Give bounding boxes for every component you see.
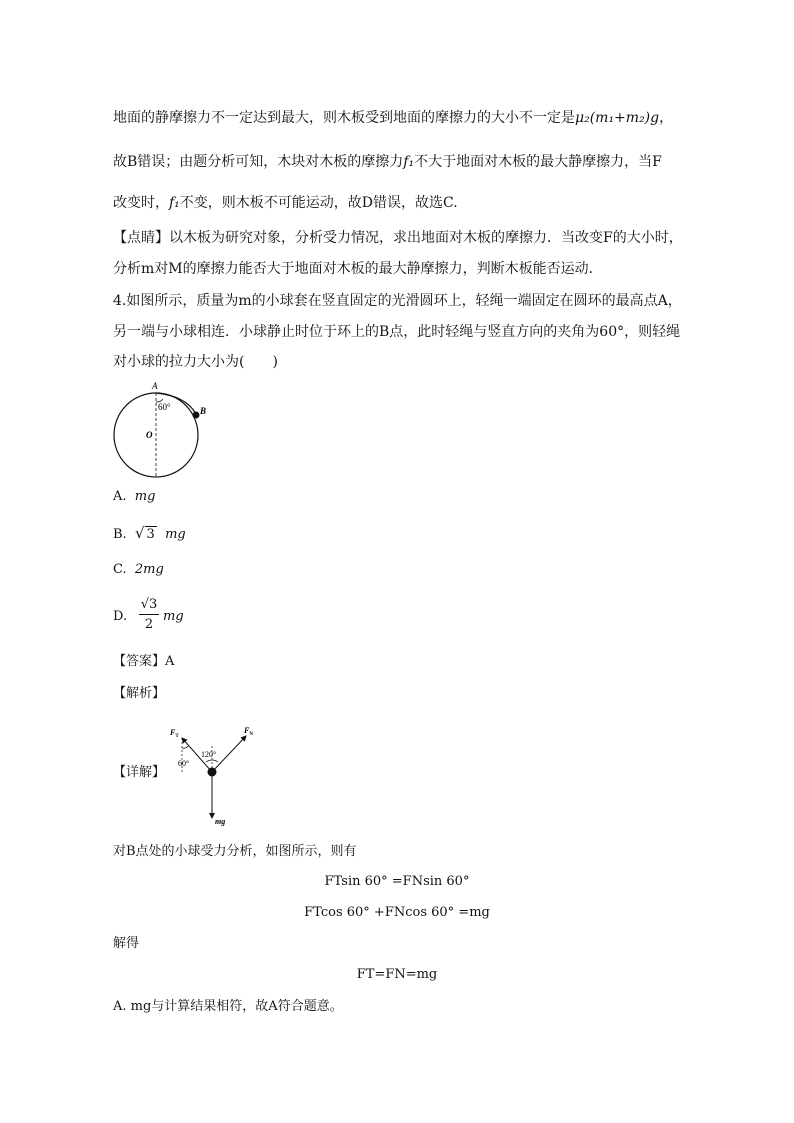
question-line-2: 另一端与小球相连．小球静止时位于环上的B点，此时轻绳与竖直方向的夹角为60°，则轻绳 bbox=[113, 324, 681, 340]
comment-line-2: 分析m对M的摩擦力能否大于地面对木板的最大静摩擦力，判断木板能否运动． bbox=[113, 261, 603, 277]
equation-3: FT=FN=mg bbox=[356, 967, 438, 982]
option-a-letter: A. bbox=[113, 489, 127, 504]
para-line-2-text-a: 故B错误；由题分析可知，木块对木板的摩擦力 bbox=[113, 154, 404, 170]
ball bbox=[208, 768, 217, 777]
option-b-text: mg bbox=[165, 527, 186, 542]
ball-b bbox=[193, 412, 200, 419]
angle-arc-120 bbox=[206, 760, 218, 762]
force-diagram bbox=[166, 718, 266, 830]
para-line-2-text-b: 不大于地面对木板的最大静摩擦力，当F bbox=[414, 154, 662, 170]
label-60: 60° bbox=[178, 759, 190, 768]
para-line-1 bbox=[113, 108, 673, 128]
option-a bbox=[113, 487, 155, 507]
label-b: B bbox=[200, 406, 207, 416]
label-o: O bbox=[146, 430, 153, 440]
equation-1: FTsin 60° =FNsin 60° bbox=[324, 874, 470, 889]
option-c-letter: C. bbox=[113, 562, 127, 577]
sqrt-sign: √ bbox=[134, 524, 145, 542]
option-d-letter: D. bbox=[113, 609, 128, 624]
label-angle-60: 60° bbox=[158, 402, 171, 412]
option-a-text: mg bbox=[134, 489, 156, 504]
option-d-text: mg bbox=[163, 609, 184, 624]
comment-line-1: 【点睛】以木板为研究对象，分析受力情况，求出地面对木板的摩擦力．当改变F的大小时， bbox=[113, 230, 683, 246]
para-line-3 bbox=[113, 193, 458, 213]
angle-arc-60 bbox=[182, 746, 188, 748]
question-line-1: 4.如图所示，质量为m的小球套在竖直固定的光滑圆环上，轻绳一端固定在圆环的最高点A， bbox=[113, 293, 682, 309]
label-fn: $F_N$ bbox=[244, 726, 253, 737]
answer-line: 【答案】A bbox=[113, 654, 175, 669]
solve-label: 解得 bbox=[113, 936, 140, 951]
friction-symbol-f1-2: f₁ bbox=[169, 195, 180, 211]
equation-2: FTcos 60° +FNcos 60° =mg bbox=[304, 905, 490, 920]
label-mg: mg bbox=[215, 817, 226, 826]
option-b-root: 3 bbox=[146, 527, 155, 542]
para-line-2 bbox=[113, 152, 662, 172]
para-line-1-text: 地面的静摩擦力不一定达到最大，则木板受到地面的摩擦力的大小不一定是 bbox=[113, 110, 575, 126]
normal-force-arrow bbox=[212, 736, 246, 772]
para-line-3-text-a: 改变时， bbox=[113, 195, 169, 211]
analysis-heading: 【解析】 bbox=[113, 686, 166, 701]
option-b bbox=[113, 523, 186, 545]
detail-heading: 【详解】 bbox=[113, 765, 166, 780]
para-line-3-text-b: 不变，则木板不可能运动，故D错误，故选C. bbox=[179, 195, 458, 211]
para-line-1-end: ， bbox=[659, 110, 674, 126]
question-line-3: 对小球的拉力大小为( ) bbox=[113, 354, 278, 370]
solution-intro: 对B点处的小球受力分析，如图所示，则有 bbox=[113, 844, 357, 859]
ring-figure bbox=[108, 378, 208, 478]
conclusion-line: A. mg与计算结果相符，故A符合题意。 bbox=[113, 999, 343, 1014]
option-d-numerator: √3 bbox=[139, 596, 159, 615]
option-c-text: 2mg bbox=[134, 562, 164, 577]
option-b-letter: B. bbox=[113, 527, 127, 542]
label-120: 120° bbox=[201, 750, 217, 759]
option-d-denominator: 2 bbox=[144, 617, 154, 632]
option-c bbox=[113, 560, 164, 580]
label-a: A bbox=[152, 381, 158, 391]
label-ft: $F_T$ bbox=[170, 728, 179, 739]
option-d-fraction bbox=[139, 596, 159, 635]
friction-formula: μ₂(m₁+m₂)g bbox=[575, 110, 660, 126]
friction-symbol-f1: f₁ bbox=[403, 154, 415, 170]
